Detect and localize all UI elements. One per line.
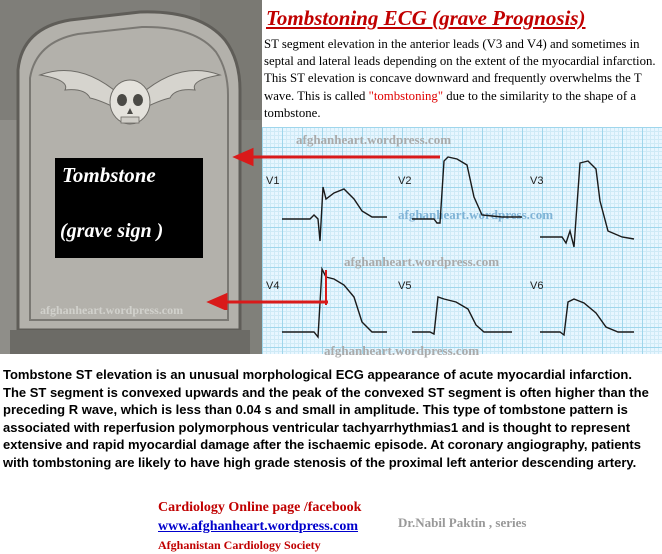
grave-sign-label: (grave sign ) <box>60 220 164 242</box>
intro-text-1: ST segment elevation in the anterior leads (V3 and V4) and sometimes in septal and lateral leads depending on the extent of the myocardial infarction. This ST elevation is concave downward and frequently overwhelms the T wave. This is called <box>264 37 656 103</box>
trace-v6 <box>540 299 634 335</box>
trace-v3 <box>540 161 634 247</box>
intro-text-2: due to the similarity to the shape of a tombstone. <box>264 88 637 120</box>
footer-facebook-label[interactable]: Cardiology Online page /facebook <box>158 500 362 515</box>
lead-label-v1: V1 <box>266 175 280 187</box>
footer-society-label: Afghanistan Cardiology Society <box>158 538 321 552</box>
tombstone-label: Tombstone <box>62 163 156 187</box>
ecg-watermark-mid2: afghanheart.wordpress.com <box>344 254 500 269</box>
page-title: Tombstoning ECG (grave Prognosis) <box>266 6 586 30</box>
intro-paragraph <box>264 36 658 122</box>
pointer-arrows <box>200 140 450 310</box>
ecg-watermark-mid1: afghanheart.wordpress.com <box>398 207 554 222</box>
intro-highlight: "tombstoning" <box>368 88 444 103</box>
lead-label-v4: V4 <box>266 280 280 292</box>
author-credit: Dr.Nabil Paktin , series <box>398 515 527 530</box>
ecg-watermark-top: afghanheart.wordpress.com <box>296 132 452 147</box>
lead-label-v5: V5 <box>398 280 412 292</box>
photo-watermark: afghanheart.wordpress.com <box>40 303 184 317</box>
lead-label-v2: V2 <box>398 175 412 187</box>
ecg-watermark-bottom: afghanheart.wordpress.com <box>324 343 480 358</box>
lead-label-v3: V3 <box>530 175 544 187</box>
footer-website-link[interactable]: www.afghanheart.wordpress.com <box>158 519 359 534</box>
lead-label-v6: V6 <box>530 280 544 292</box>
description-paragraph: Tombstone ST elevation is an unusual morphological ECG appearance of acute myocardial infarction. The ST segment is convexed upwards and the peak of the convexed ST segment is often higher than the preceding R wave, which is less than 0.04 s and small in amplitude. This type of tombstone pattern is associated with reperfusion polymorphous ventricular tachyarrhythmias1 and is thought to represent extensive and rapid myocardial damage after the ischaemic episode. At coronary angiography, patients with tombstoning are likely to have high grade stenosis of the proximal left anterior descending artery. <box>3 367 649 470</box>
